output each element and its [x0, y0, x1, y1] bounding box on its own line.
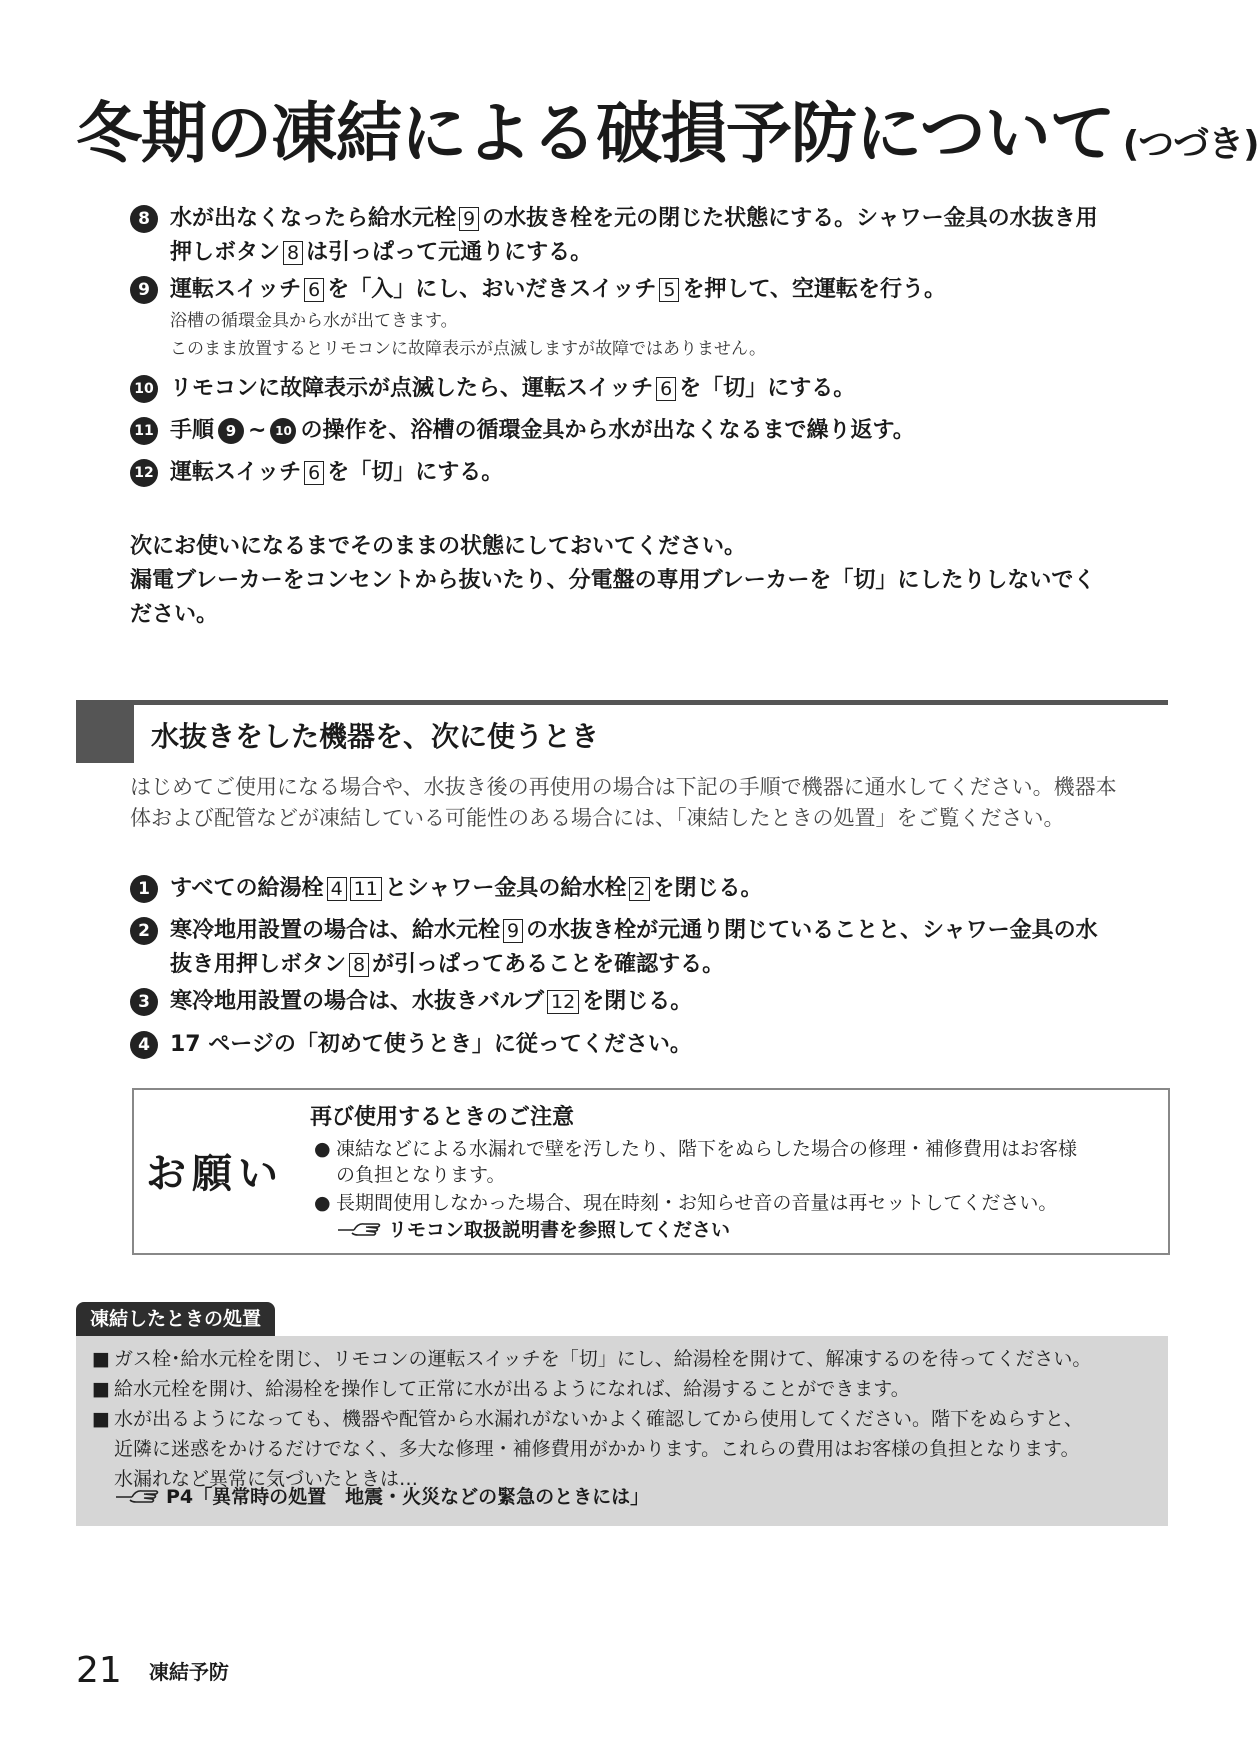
step-text: 寒冷地用設置の場合は、給水元栓: [170, 918, 501, 943]
frozen-text: ガス栓･給水元栓を閉じ、リモコンの運転スイッチを「切」にし、給湯栓を開けて、解凍するのを待ってください。: [114, 1348, 1092, 1370]
section-intro: [130, 772, 1170, 834]
frozen-item: [92, 1344, 1162, 1374]
step-text: ~: [248, 418, 267, 443]
part-ref-6: 6: [656, 377, 676, 401]
frozen-text: 近隣に迷惑をかけるだけでなく、多大な修理・補修費用がかかります。これらの費用はお客様の負担となります。: [114, 1438, 1080, 1460]
part-ref-2: 2: [629, 877, 649, 901]
closing-line: 漏電ブレーカーをコンセントから抜いたり、分電盤の専用ブレーカーを「切」にしたりしないでく: [130, 568, 1096, 593]
step-text: 17 ページの「初めて使うとき」に従ってください。: [170, 1032, 692, 1057]
step-text: を閉じる。: [582, 989, 693, 1014]
step-text: 手順: [170, 418, 215, 443]
step-text: を「入」にし、おいだきスイッチ: [327, 277, 657, 302]
part-ref-9: 9: [503, 919, 523, 943]
section-header: [76, 700, 1168, 763]
step-2: [130, 914, 1170, 982]
step-text: 水が出なくなったら給水元栓: [170, 206, 457, 231]
bullet-icon: ●: [314, 1192, 331, 1214]
frozen-ref-text: P4「異常時の処置 地震・火災などの緊急のときには」: [166, 1486, 650, 1508]
step-text: とシャワー金具の給水栓: [384, 876, 627, 901]
notice-text: 長期間使用しなかった場合、現在時刻・お知らせ音の音量は再セットしてください。: [336, 1192, 1058, 1214]
part-ref-4: 4: [327, 877, 347, 901]
section-title: 水抜きをした機器を、次に使うとき: [151, 720, 600, 753]
step-8: [130, 202, 1170, 270]
step-number: 2: [130, 917, 158, 945]
notice-badge: お願い: [146, 1151, 284, 1197]
part-ref-6: 6: [304, 461, 324, 485]
notice-text: の負担となります。: [336, 1164, 506, 1186]
step-number: 1: [130, 875, 158, 903]
notice-text: 凍結などによる水漏れで壁を汚したり、階下をぬらした場合の修理・補修費用はお客様: [336, 1138, 1078, 1160]
closing-line: ださい。: [130, 602, 219, 627]
footer-label: 凍結予防: [148, 1660, 229, 1684]
step-note: このまま放置するとリモコンに故障表示が点滅しますが故障ではありません。: [170, 339, 767, 359]
step-1: [130, 872, 1170, 906]
square-bullet-icon: ■: [92, 1348, 110, 1370]
step-text: は引っぱって元通りにする。: [306, 240, 593, 265]
notice-ref-text: リモコン取扱説明書を参照してください: [388, 1219, 731, 1241]
bullet-icon: ●: [314, 1138, 331, 1160]
step-text: すべての給湯栓: [170, 876, 324, 901]
frozen-section-box: [76, 1336, 1168, 1526]
part-ref-12: 12: [547, 990, 579, 1014]
part-ref-6: 6: [304, 278, 324, 302]
title-main: 冬期の凍結による破損予防について: [76, 95, 1115, 172]
frozen-text: 給水元栓を開け、給湯栓を操作して正常に水が出るようになれば、給湯することができます。: [114, 1378, 910, 1400]
pointing-hand-icon: [114, 1485, 160, 1510]
page-footer: [76, 1650, 229, 1691]
step-note: 浴槽の循環金具から水が出てきます。: [170, 311, 458, 331]
step-3: [130, 985, 1170, 1019]
step-text: 寒冷地用設置の場合は、水抜きバルブ: [170, 989, 545, 1014]
frozen-text: 水漏れなど異常に気づいたときは…: [114, 1468, 419, 1490]
notice-heading: 再び使用するときのご注意: [310, 1105, 575, 1130]
title-suffix: (つづき): [1122, 124, 1259, 165]
section-marker: [76, 705, 134, 763]
step-text: を閉じる。: [652, 876, 763, 901]
step-text: の操作を、浴槽の循環金具から水が出なくなるまで繰り返す。: [300, 418, 915, 443]
step-text: を「切」にする。: [679, 376, 856, 401]
page-number: 21: [76, 1650, 122, 1691]
frozen-reference: [114, 1482, 649, 1510]
intro-line: はじめてご使用になる場合や、水抜き後の再使用の場合は下記の手順で機器に通水してください。機器本: [130, 775, 1117, 799]
step-number: 10: [130, 375, 158, 403]
part-ref-5: 5: [659, 278, 679, 302]
frozen-text: 水が出るようになっても、機器や配管から水漏れがないかよく確認してから使用してください。階下をぬらすと、: [114, 1408, 1084, 1430]
step-number: 3: [130, 988, 158, 1016]
step-ref-number: 9: [218, 418, 244, 444]
step-text: を「切」にする。: [327, 460, 504, 485]
frozen-section-tab: 凍結したときの処置: [76, 1302, 275, 1336]
part-ref-8: 8: [349, 953, 369, 977]
step-text: 運転スイッチ: [170, 460, 302, 485]
step-text: 押しボタン: [170, 240, 281, 265]
step-text: 抜き用押しボタン: [170, 952, 347, 977]
part-ref-8: 8: [283, 241, 303, 265]
step-ref-number: 10: [270, 418, 296, 444]
step-12: [130, 456, 1170, 490]
notice-item: [314, 1136, 1154, 1188]
step-number: 9: [130, 276, 158, 304]
notice-box: [132, 1088, 1170, 1255]
square-bullet-icon: ■: [92, 1408, 110, 1430]
step-text: の水抜き栓を元の閉じた状態にする。シャワー金具の水抜き用: [482, 206, 1098, 231]
step-4: [130, 1028, 1170, 1062]
part-ref-9: 9: [459, 207, 479, 231]
page-title: [76, 80, 1259, 175]
closing-paragraph: [130, 530, 1170, 632]
step-text: リモコンに故障表示が点滅したら、運転スイッチ: [170, 376, 654, 401]
step-number: 12: [130, 459, 158, 487]
frozen-item: [92, 1374, 1162, 1404]
step-9: [130, 273, 1170, 363]
notice-reference: [336, 1215, 730, 1243]
intro-line: 体および配管などが凍結している可能性のある場合には、「凍結したときの処置」をご覧ください。: [130, 806, 1065, 830]
step-text: を押して、空運転を行う。: [682, 277, 946, 302]
part-ref-11: 11: [350, 877, 382, 901]
step-number: 8: [130, 205, 158, 233]
step-11: [130, 414, 1170, 448]
step-number: 11: [130, 417, 158, 445]
step-text: 運転スイッチ: [170, 277, 302, 302]
step-number: 4: [130, 1031, 158, 1059]
notice-item: [314, 1190, 1154, 1216]
step-text: の水抜き栓が元通り閉じていることと、シャワー金具の水: [526, 918, 1098, 943]
pointing-hand-icon: [336, 1218, 382, 1243]
step-text: が引っぱってあることを確認する。: [372, 952, 725, 977]
square-bullet-icon: ■: [92, 1378, 110, 1400]
frozen-item: [92, 1404, 1162, 1494]
step-10: [130, 372, 1170, 406]
closing-line: 次にお使いになるまでそのままの状態にしておいてください。: [130, 534, 747, 559]
